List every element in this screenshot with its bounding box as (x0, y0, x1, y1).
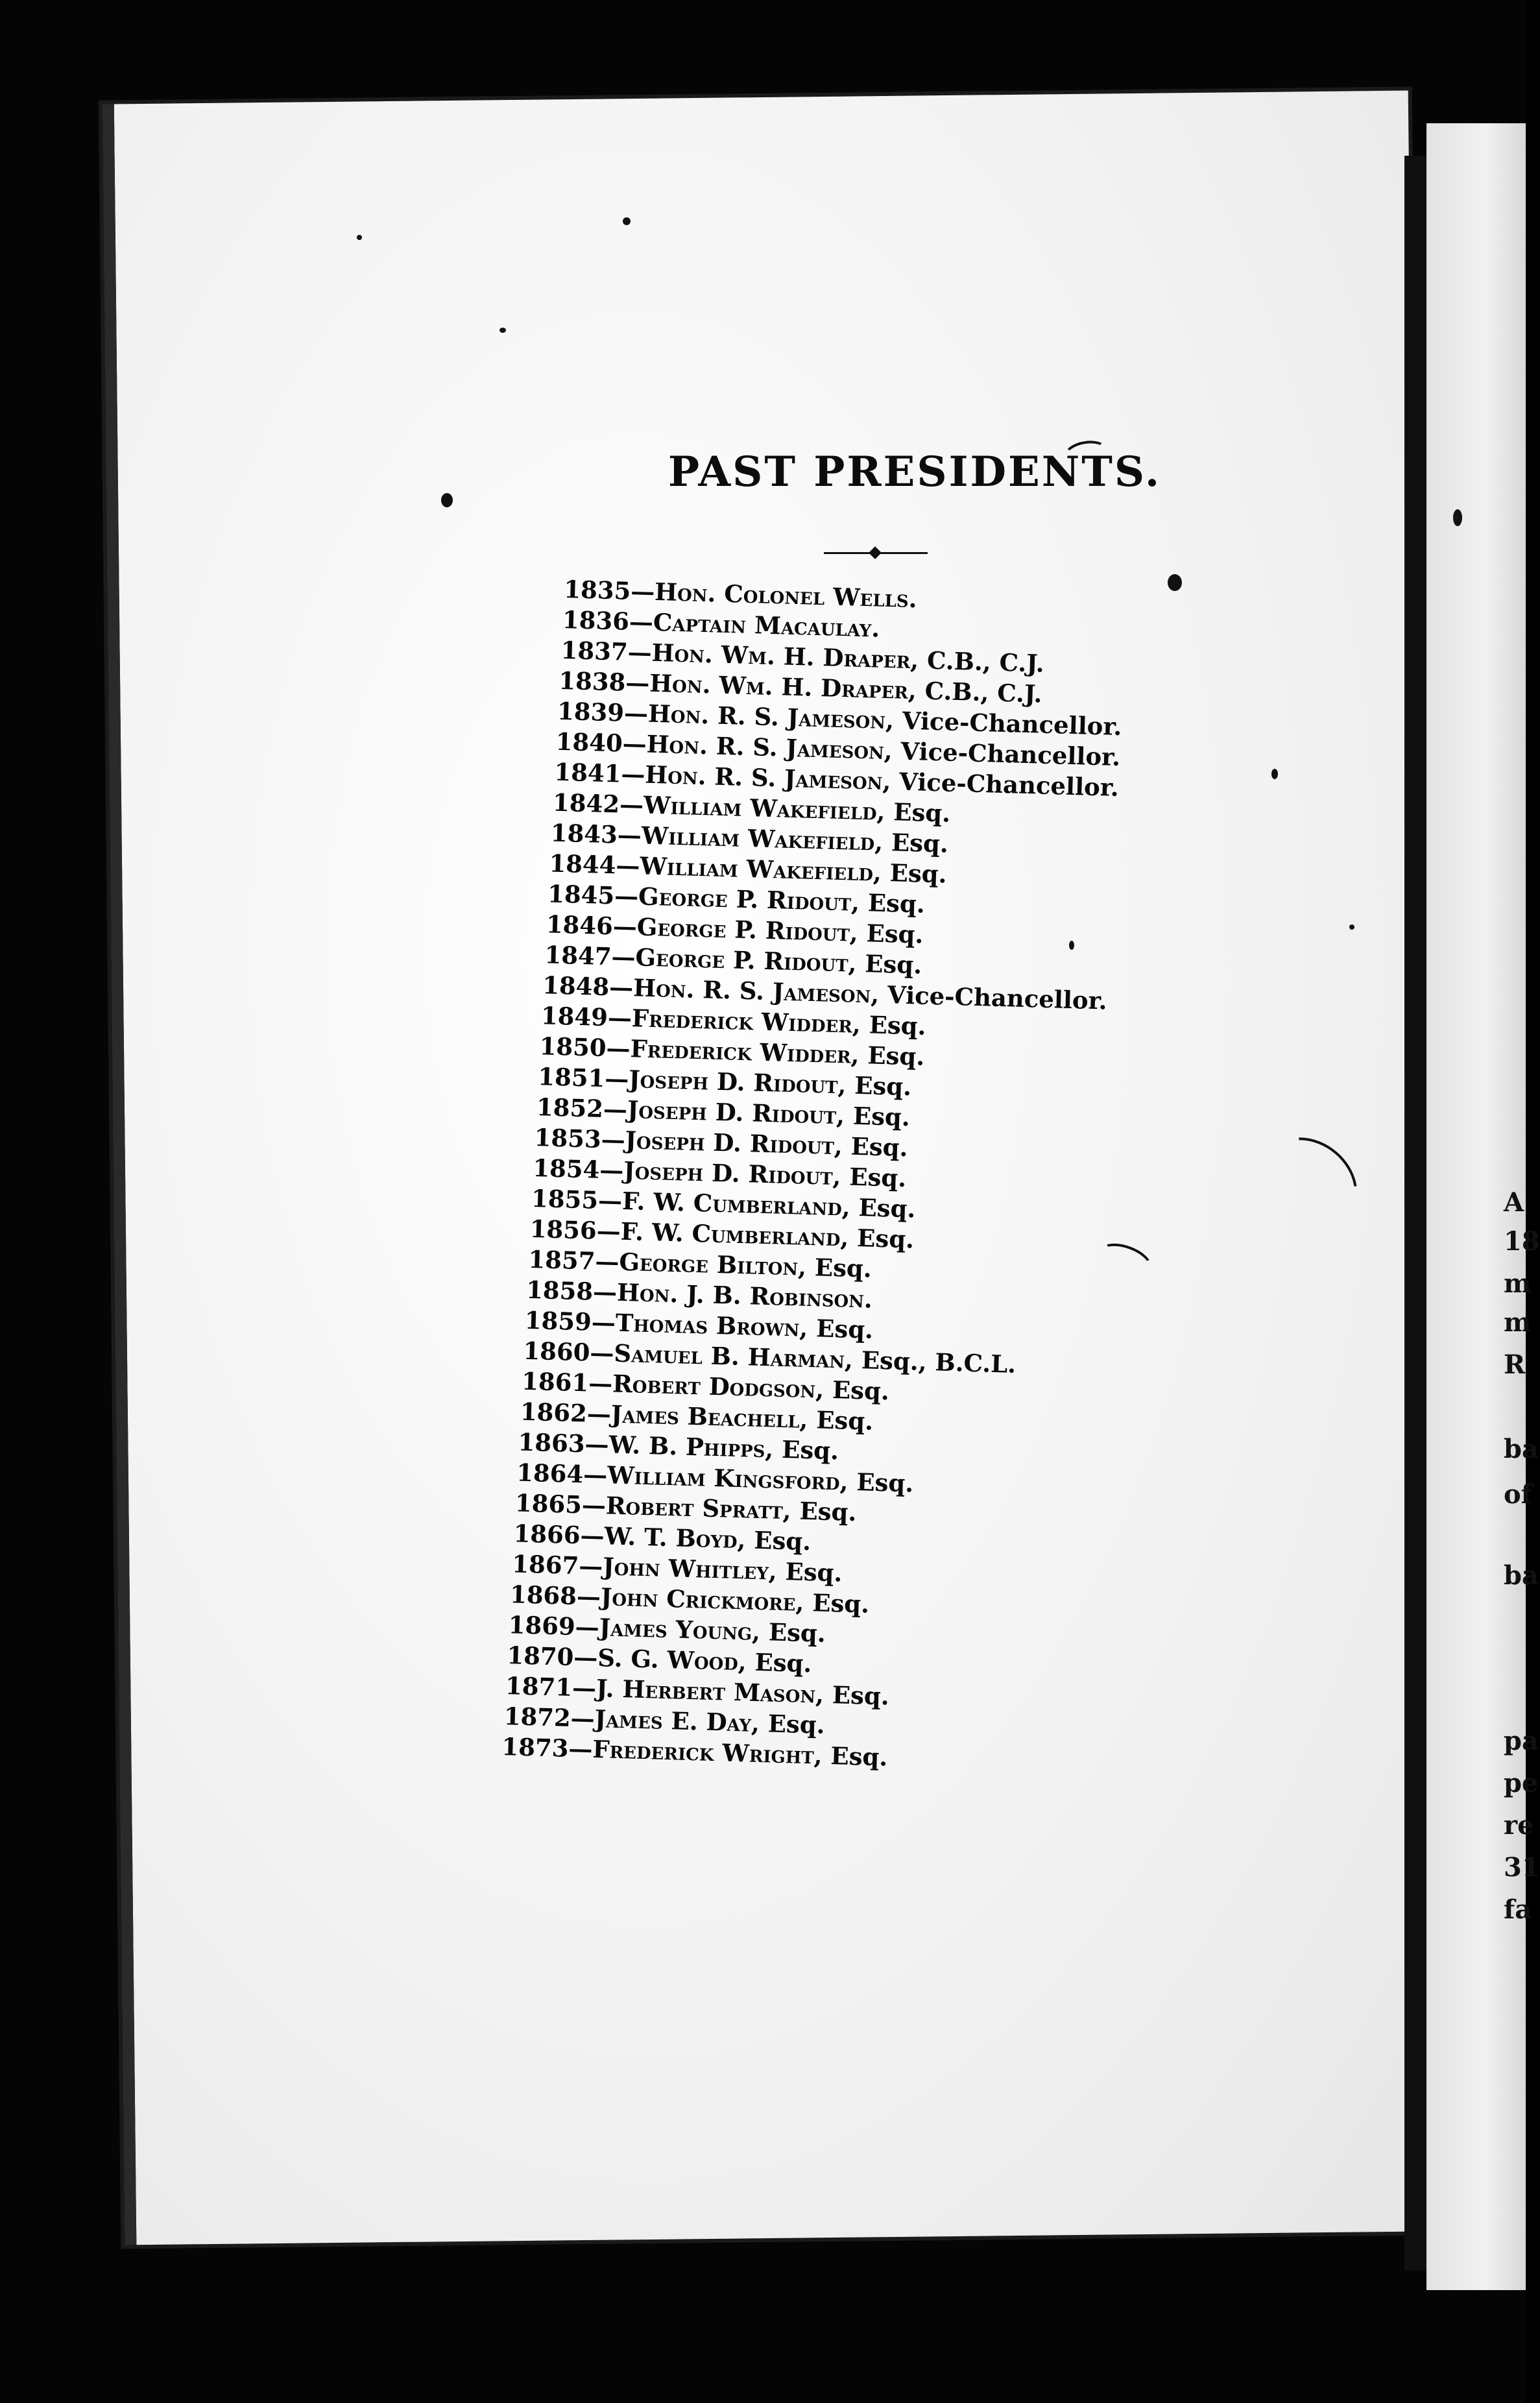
president-name: William Wakefield, (643, 790, 886, 826)
year-dash: — (627, 637, 653, 667)
president-year: 1845 (547, 879, 615, 910)
president-name: Hon. Wm. H. Draper, (651, 638, 919, 675)
scan-speck (1069, 941, 1074, 950)
year-dash: — (589, 1338, 615, 1368)
president-name: John Whitley, (602, 1552, 778, 1586)
facing-page-fragments (1504, 0, 1540, 2403)
president-name: Hon. J. B. Robinson. (616, 1277, 873, 1314)
president-name: William Wakefield, (639, 851, 882, 887)
year-dash: — (592, 1277, 618, 1307)
president-suffix: Esq. (881, 858, 948, 889)
president-year: 1853 (534, 1123, 602, 1153)
president-year: 1863 (518, 1427, 586, 1458)
year-dash: — (612, 912, 638, 941)
president-suffix: Esq. (858, 1040, 925, 1071)
year-dash: — (608, 972, 634, 1002)
facing-page-fragment: fa (1504, 1894, 1532, 1925)
year-dash: — (575, 1612, 600, 1642)
year-dash: — (576, 1582, 601, 1612)
year-dash: — (594, 1246, 620, 1276)
president-name: James Young, (599, 1613, 761, 1647)
year-dash: — (610, 942, 636, 972)
president-year: 1862 (520, 1397, 588, 1428)
year-dash: — (584, 1429, 610, 1459)
president-suffix: Esq. (882, 827, 949, 858)
president-year: 1847 (544, 940, 612, 971)
president-year: 1859 (524, 1305, 592, 1336)
president-year: 1843 (550, 818, 618, 849)
president-suffix: Esq. (807, 1313, 874, 1344)
president-year: 1869 (508, 1610, 576, 1641)
president-suffix: Esq. (850, 1192, 916, 1224)
year-dash: — (629, 607, 654, 636)
president-suffix: Esq. (847, 1467, 914, 1498)
president-suffix: Vice-Chancellor. (892, 736, 1121, 772)
year-dash: — (597, 1185, 623, 1215)
year-dash: — (573, 1643, 598, 1672)
scan-speck (357, 235, 362, 240)
year-dash: — (607, 1003, 632, 1033)
president-year: 1870 (506, 1641, 575, 1672)
president-name: Hon. Wm. H. Draper, (649, 668, 917, 705)
year-dash: — (571, 1673, 597, 1703)
president-year: 1851 (537, 1062, 605, 1093)
president-name: F. W. Cumberland, (621, 1186, 851, 1222)
scan-speck (1168, 574, 1182, 591)
year-dash: — (599, 1155, 624, 1185)
president-year: 1865 (514, 1488, 583, 1519)
facing-page-fragment: R (1504, 1349, 1526, 1380)
president-name: John Crickmore, (600, 1582, 805, 1617)
president-suffix: Esq. (884, 797, 951, 828)
year-dash: — (596, 1216, 621, 1246)
president-name: W. B. Phipps, (608, 1430, 774, 1464)
president-suffix: Esq. (759, 1709, 826, 1739)
president-name: Frederick Wright, (592, 1734, 823, 1770)
president-year: 1838 (558, 666, 626, 697)
president-name: Robert Dodgson, (612, 1369, 824, 1404)
facing-page-fragment: ba (1504, 1560, 1539, 1591)
president-year: 1844 (548, 849, 617, 880)
year-dash: — (578, 1551, 603, 1581)
year-dash: — (604, 1064, 629, 1094)
year-dash: — (583, 1460, 608, 1490)
president-year: 1861 (521, 1366, 589, 1397)
president-name: George P. Ridout, (634, 943, 858, 978)
year-dash: — (570, 1703, 596, 1733)
president-name: Robert Spratt, (605, 1491, 792, 1525)
president-suffix: Vice-Chancellor. (890, 767, 1120, 802)
president-name: Hon. R. S. Jameson, (646, 729, 893, 766)
year-dash: — (586, 1399, 612, 1429)
president-name: W. T. Boyd, (604, 1521, 747, 1554)
president-suffix: Esq. (840, 1162, 907, 1193)
president-name: Hon. R. S. Jameson, (647, 699, 895, 735)
book-gutter (1404, 156, 1426, 2271)
year-dash: — (606, 1033, 631, 1063)
facing-page-fragment: m (1504, 1307, 1532, 1338)
president-suffix: Esq. (807, 1405, 874, 1436)
president-suffix: Esq. (776, 1556, 843, 1588)
president-year: 1868 (509, 1580, 577, 1611)
president-name: Samuel B. Harman, (613, 1338, 854, 1374)
president-year: 1835 (563, 574, 631, 605)
president-name: William Wakefield, (641, 821, 884, 856)
president-year: 1839 (557, 696, 625, 727)
president-name: Hon. R. S. Jameson, (644, 760, 892, 796)
president-year: 1846 (546, 910, 614, 941)
facing-page-fragment: of (1504, 1479, 1532, 1510)
president-name: Thomas Brown, (615, 1308, 809, 1342)
president-suffix: Vice-Chancellor. (893, 706, 1123, 742)
president-suffix: Esq. (822, 1741, 888, 1772)
president-name: George P. Ridout, (636, 912, 859, 947)
president-year: 1849 (540, 1001, 608, 1032)
year-dash: — (617, 820, 642, 850)
president-year: 1873 (501, 1732, 570, 1763)
president-suffix: Esq. (859, 888, 926, 919)
president-year: 1836 (562, 605, 630, 636)
president-suffix: Esq. (760, 1617, 826, 1648)
president-suffix: Esq. (745, 1525, 812, 1556)
president-year: 1852 (536, 1093, 604, 1123)
president-suffix: Esq. (791, 1496, 857, 1527)
president-suffix: Esq. (856, 948, 922, 980)
facing-page-fragment: re (1504, 1810, 1534, 1841)
president-name: George Bilton, (618, 1247, 807, 1281)
president-name: Hon. R. S. Jameson, (632, 973, 880, 1009)
president-suffix: Esq. (844, 1101, 911, 1132)
president-year: 1837 (560, 635, 629, 666)
president-year: 1857 (527, 1244, 596, 1275)
president-year: 1864 (516, 1458, 584, 1489)
year-dash: — (601, 1124, 626, 1154)
president-name: J. Herbert Mason, (596, 1674, 824, 1709)
scan-speck (1349, 924, 1354, 930)
facing-page-fragment: ba (1504, 1434, 1539, 1464)
scan-speck (1271, 769, 1278, 779)
president-name: Joseph D. Ridout, (628, 1065, 847, 1100)
president-name: Joseph D. Ridout, (627, 1095, 845, 1130)
year-dash: — (580, 1521, 605, 1551)
president-suffix: Vice-Chancellor. (878, 980, 1108, 1015)
year-dash: — (623, 698, 649, 728)
president-year: 1842 (552, 788, 620, 819)
president-suffix: Esq. (823, 1375, 890, 1406)
president-name: James Beachell, (610, 1399, 809, 1434)
president-suffix: Esq. (845, 1070, 912, 1102)
ornament-diamond (869, 546, 882, 559)
president-suffix: C.B., C.J. (916, 676, 1043, 708)
president-year: 1848 (542, 971, 610, 1002)
president-suffix: Esq., B.C.L. (852, 1345, 1017, 1379)
facing-page-fragment: pe (1504, 1768, 1539, 1798)
president-year: 1866 (513, 1519, 581, 1550)
facing-page-fragment: 31 (1504, 1852, 1540, 1883)
president-name: William Kingsford, (607, 1460, 849, 1496)
facing-page-fragment: pa (1504, 1726, 1539, 1756)
president-suffix: Esq. (803, 1588, 870, 1619)
year-dash: — (622, 729, 647, 758)
scan-speck (441, 493, 453, 507)
president-name: James E. Day, (594, 1704, 760, 1738)
scan-speck (1453, 509, 1462, 526)
president-year: 1854 (532, 1153, 600, 1184)
year-dash: — (568, 1733, 594, 1763)
page-title: PAST PRESIDENTS. (668, 448, 1162, 496)
year-dash: — (615, 851, 641, 880)
year-dash: — (630, 576, 655, 606)
year-dash: — (588, 1368, 613, 1398)
president-suffix: Esq. (746, 1647, 813, 1678)
facing-page-fragment: 18 (1504, 1226, 1540, 1257)
year-dash: — (591, 1307, 616, 1337)
president-year: 1872 (503, 1702, 571, 1732)
scan-speck (499, 328, 506, 333)
president-year: 1855 (531, 1183, 599, 1214)
presidents-list (501, 574, 1125, 1778)
year-dash: — (581, 1490, 607, 1520)
president-name: Frederick Widder, (629, 1034, 860, 1069)
president-suffix: Esq. (823, 1680, 890, 1711)
president-year: 1840 (555, 727, 623, 758)
president-suffix: Esq. (860, 1010, 927, 1041)
president-name: George P. Ridout, (638, 882, 860, 917)
president-suffix: Esq. (773, 1434, 839, 1466)
year-dash: — (625, 668, 650, 697)
president-year: 1856 (529, 1214, 597, 1245)
president-name: Hon. Colonel Wells. (654, 577, 918, 614)
president-suffix: Esq. (806, 1252, 872, 1283)
president-suffix: Esq. (848, 1223, 915, 1254)
scan-speck (623, 217, 631, 225)
president-name: Joseph D. Ridout, (625, 1125, 843, 1161)
president-year: 1871 (505, 1671, 573, 1702)
scan-speck (1411, 1602, 1417, 1609)
president-year: 1860 (522, 1336, 591, 1367)
president-year: 1841 (553, 757, 622, 788)
president-suffix: Esq. (842, 1131, 909, 1163)
president-name: S. G. Wood, (597, 1643, 747, 1676)
year-dash: — (603, 1094, 628, 1124)
year-dash: — (614, 881, 639, 911)
president-name: F. W. Cumberland, (620, 1216, 850, 1252)
president-year: 1858 (525, 1275, 594, 1306)
facing-page-fragment: A (1504, 1187, 1524, 1218)
president-name: Captain Macaulay. (653, 607, 880, 643)
president-year: 1867 (511, 1549, 579, 1580)
president-name: Joseph D. Ridout, (623, 1155, 842, 1191)
president-year: 1850 (539, 1032, 607, 1063)
president-suffix: Esq. (858, 918, 924, 949)
facing-page-fragment: m (1504, 1268, 1532, 1299)
year-dash: — (620, 759, 646, 789)
president-suffix: C.B., C.J. (918, 646, 1045, 678)
year-dash: — (619, 790, 644, 819)
president-name: Frederick Widder, (631, 1004, 861, 1039)
title-ornament (824, 548, 928, 557)
